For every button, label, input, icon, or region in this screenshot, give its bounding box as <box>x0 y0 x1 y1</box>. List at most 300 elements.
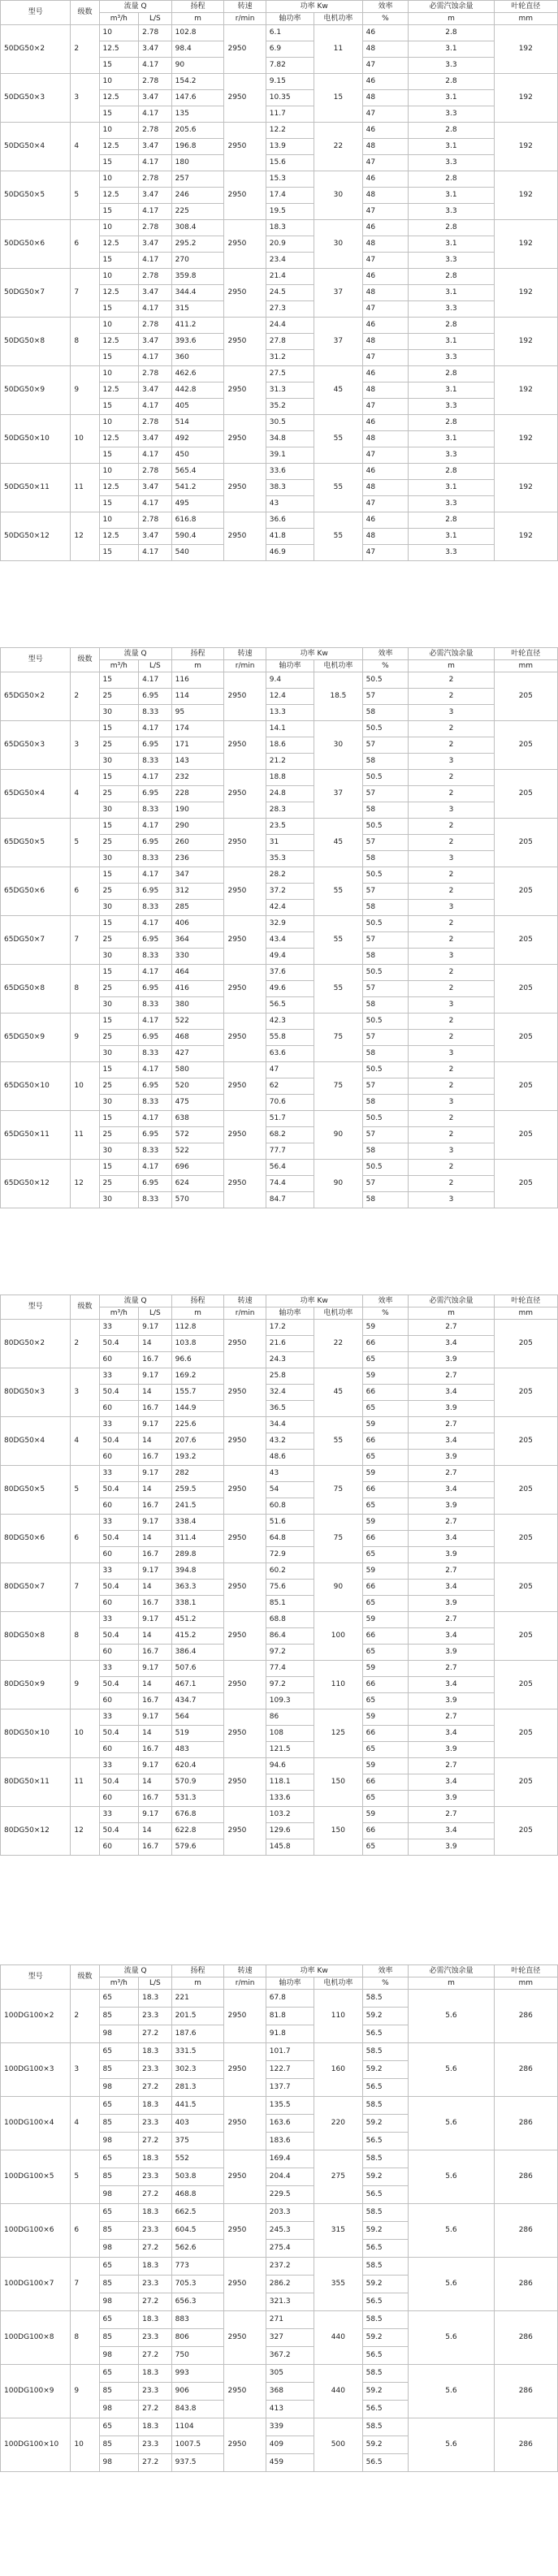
impeller-value: 192 <box>494 171 557 220</box>
npsh-value: 3.9 <box>409 1645 494 1661</box>
speed-value: 2950 <box>224 1990 266 2043</box>
motor-power-value: 90 <box>314 1111 362 1160</box>
model-name: 100DG100×8 <box>1 2311 71 2365</box>
impeller-value: 286 <box>494 1990 557 2043</box>
efficiency-value: 59 <box>362 1466 409 1482</box>
shaft-power-value: 145.8 <box>266 1839 314 1856</box>
shaft-power-value: 133.6 <box>266 1791 314 1807</box>
impeller-value: 286 <box>494 2043 557 2097</box>
flow-ls-value: 4.17 <box>139 253 172 269</box>
eff-unit: % <box>362 1977 409 1990</box>
flow-unit-m3h: m³/h <box>99 1977 139 1990</box>
shaft-power-value: 271 <box>266 2311 314 2329</box>
motor-power-value: 55 <box>314 1417 362 1466</box>
table-row <box>1 1320 558 1336</box>
flow-m3h-value: 60 <box>99 1645 139 1661</box>
head-value: 154.2 <box>171 74 224 90</box>
col-efficiency-header: 效率 <box>362 1295 409 1307</box>
col-impeller-header: 叶轮直径 <box>494 1965 557 1977</box>
col-power-header: 功率 Kw <box>266 1295 362 1307</box>
flow-ls-value: 8.33 <box>139 851 172 867</box>
head-value: 750 <box>171 2347 224 2365</box>
model-name: 100DG100×3 <box>1 2043 71 2097</box>
npsh-value: 3.3 <box>409 58 494 74</box>
flow-m3h-value: 98 <box>99 2401 139 2418</box>
col-head-header: 扬程 <box>171 1965 224 1977</box>
efficiency-value: 58.5 <box>362 2258 409 2276</box>
motor-power-value: 90 <box>314 1563 362 1612</box>
efficiency-value: 46 <box>362 318 409 334</box>
head-value: 360 <box>171 350 224 366</box>
flow-m3h-value: 60 <box>99 1839 139 1856</box>
flow-ls-value: 16.7 <box>139 1498 172 1515</box>
npsh-value: 3.1 <box>409 480 494 496</box>
flow-m3h-value: 15 <box>99 301 139 318</box>
efficiency-value: 46 <box>362 269 409 285</box>
efficiency-value: 65 <box>362 1596 409 1612</box>
flow-ls-value: 8.33 <box>139 705 172 721</box>
speed-unit: r/min <box>224 1977 266 1990</box>
model-name: 50DG50×11 <box>1 464 71 512</box>
npsh-value: 3.9 <box>409 1791 494 1807</box>
shaft-power-value: 39.1 <box>266 447 314 464</box>
efficiency-value: 57 <box>362 1078 409 1095</box>
flow-m3h-value: 33 <box>99 1466 139 1482</box>
table-row <box>1 1758 558 1774</box>
shaft-power-value: 135.5 <box>266 2097 314 2115</box>
efficiency-value: 50.5 <box>362 819 409 835</box>
speed-value: 2950 <box>224 2418 266 2472</box>
shaft-power-header: 轴功率 <box>266 1977 314 1990</box>
motor-power-value: 275 <box>314 2150 362 2204</box>
impeller-value: 192 <box>494 25 557 74</box>
table-row <box>1 1661 558 1677</box>
flow-m3h-value: 15 <box>99 447 139 464</box>
efficiency-value: 65 <box>362 1693 409 1709</box>
flow-m3h-value: 85 <box>99 2115 139 2133</box>
flow-m3h-value: 12.5 <box>99 139 139 155</box>
speed-value: 2950 <box>224 1758 266 1807</box>
head-value: 331.5 <box>171 2043 224 2061</box>
flow-ls-value: 23.3 <box>139 2115 172 2133</box>
pump-table-65dg50 <box>0 647 558 1208</box>
efficiency-value: 58 <box>362 802 409 819</box>
shaft-power-header: 轴功率 <box>266 660 314 672</box>
impeller-value: 286 <box>494 2097 557 2150</box>
efficiency-value: 48 <box>362 431 409 447</box>
flow-ls-value: 27.2 <box>139 2079 172 2097</box>
shaft-power-value: 24.3 <box>266 1352 314 1368</box>
shaft-power-value: 51.6 <box>266 1515 314 1531</box>
flow-m3h-value: 30 <box>99 900 139 916</box>
npsh-value: 3 <box>409 754 494 770</box>
col-impeller-header: 叶轮直径 <box>494 1 557 13</box>
stage-count: 5 <box>71 1466 99 1515</box>
speed-unit: r/min <box>224 660 266 672</box>
head-value: 290 <box>171 819 224 835</box>
npsh-value: 2 <box>409 1160 494 1176</box>
npsh-value: 2 <box>409 932 494 949</box>
flow-ls-value: 23.3 <box>139 2276 172 2293</box>
npsh-value: 5.6 <box>409 2258 494 2311</box>
stage-count: 7 <box>71 269 99 318</box>
npsh-value: 2 <box>409 1062 494 1078</box>
efficiency-value: 47 <box>362 350 409 366</box>
head-value: 207.6 <box>171 1433 224 1450</box>
flow-m3h-value: 10 <box>99 318 139 334</box>
impeller-value: 192 <box>494 512 557 561</box>
shaft-power-value: 28.3 <box>266 802 314 819</box>
head-value: 522 <box>171 1014 224 1030</box>
head-value: 552 <box>171 2150 224 2168</box>
stage-count: 3 <box>71 2043 99 2097</box>
efficiency-value: 48 <box>362 139 409 155</box>
efficiency-value: 57 <box>362 932 409 949</box>
npsh-value: 2 <box>409 672 494 689</box>
flow-ls-value: 14 <box>139 1433 172 1450</box>
shaft-power-value: 21.6 <box>266 1336 314 1352</box>
flow-m3h-value: 60 <box>99 1401 139 1417</box>
flow-ls-value: 8.33 <box>139 949 172 965</box>
shaft-power-value: 60.2 <box>266 1563 314 1580</box>
efficiency-value: 50.5 <box>362 1160 409 1176</box>
flow-ls-value: 2.78 <box>139 220 172 236</box>
speed-value: 2950 <box>224 819 266 867</box>
table-row <box>1 269 558 285</box>
shaft-power-value: 327 <box>266 2329 314 2347</box>
flow-m3h-value: 33 <box>99 1612 139 1628</box>
speed-value: 2950 <box>224 1014 266 1062</box>
npsh-value: 3.1 <box>409 383 494 399</box>
model-name: 65DG50×4 <box>1 770 71 819</box>
flow-m3h-value: 65 <box>99 2043 139 2061</box>
flow-ls-value: 9.17 <box>139 1563 172 1580</box>
flow-ls-value: 14 <box>139 1580 172 1596</box>
motor-power-value: 75 <box>314 1062 362 1111</box>
flow-m3h-value: 85 <box>99 2329 139 2347</box>
flow-ls-value: 6.95 <box>139 1030 172 1046</box>
efficiency-value: 46 <box>362 74 409 90</box>
efficiency-value: 56.5 <box>362 2454 409 2472</box>
col-speed-header: 转速 <box>224 648 266 660</box>
head-value: 464 <box>171 965 224 981</box>
flow-ls-value: 14 <box>139 1531 172 1547</box>
head-value: 883 <box>171 2311 224 2329</box>
shaft-power-value: 33.6 <box>266 464 314 480</box>
head-value: 155.7 <box>171 1385 224 1401</box>
model-name: 50DG50×10 <box>1 415 71 464</box>
head-value: 570.9 <box>171 1774 224 1791</box>
efficiency-value: 58.5 <box>362 2418 409 2436</box>
flow-m3h-value: 60 <box>99 1450 139 1466</box>
shaft-power-value: 24.8 <box>266 786 314 802</box>
efficiency-value: 46 <box>362 415 409 431</box>
stage-count: 8 <box>71 2311 99 2365</box>
shaft-power-value: 36.6 <box>266 512 314 529</box>
flow-m3h-value: 60 <box>99 1596 139 1612</box>
speed-value: 2950 <box>224 220 266 269</box>
flow-ls-value: 2.78 <box>139 171 172 188</box>
efficiency-value: 48 <box>362 334 409 350</box>
efficiency-value: 46 <box>362 464 409 480</box>
col-model-header: 型号 <box>1 648 71 672</box>
model-name: 100DG100×7 <box>1 2258 71 2311</box>
flow-ls-value: 16.7 <box>139 1791 172 1807</box>
npsh-value: 3.9 <box>409 1547 494 1563</box>
shaft-power-value: 229.5 <box>266 2186 314 2204</box>
head-value: 937.5 <box>171 2454 224 2472</box>
head-value: 475 <box>171 1095 224 1111</box>
flow-m3h-value: 33 <box>99 1563 139 1580</box>
flow-m3h-value: 60 <box>99 1547 139 1563</box>
flow-m3h-value: 85 <box>99 2061 139 2079</box>
speed-value: 2950 <box>224 318 266 366</box>
efficiency-value: 48 <box>362 41 409 58</box>
flow-m3h-value: 85 <box>99 2436 139 2454</box>
motor-power-value: 22 <box>314 123 362 171</box>
flow-m3h-value: 30 <box>99 1192 139 1208</box>
model-name: 80DG50×2 <box>1 1320 71 1368</box>
shaft-power-value: 46.9 <box>266 545 314 561</box>
impeller-value: 205 <box>494 1111 557 1160</box>
table-row <box>1 1563 558 1580</box>
flow-m3h-value: 33 <box>99 1320 139 1336</box>
table-row <box>1 916 558 932</box>
head-value: 520 <box>171 1078 224 1095</box>
col-impeller-header: 叶轮直径 <box>494 648 557 660</box>
npsh-value: 3.3 <box>409 399 494 415</box>
flow-ls-value: 6.95 <box>139 689 172 705</box>
npsh-unit: m <box>409 660 494 672</box>
flow-m3h-value: 12.5 <box>99 285 139 301</box>
flow-m3h-value: 33 <box>99 1417 139 1433</box>
col-flow-header: 流量 Q <box>99 648 171 660</box>
impeller-value: 192 <box>494 464 557 512</box>
head-value: 624 <box>171 1176 224 1192</box>
npsh-value: 2.7 <box>409 1320 494 1336</box>
head-value: 638 <box>171 1111 224 1127</box>
efficiency-value: 66 <box>362 1482 409 1498</box>
efficiency-value: 59 <box>362 1563 409 1580</box>
impeller-value: 205 <box>494 1062 557 1111</box>
shaft-power-value: 367.2 <box>266 2347 314 2365</box>
npsh-value: 2.8 <box>409 123 494 139</box>
motor-power-value: 110 <box>314 1661 362 1709</box>
flow-ls-value: 4.17 <box>139 1160 172 1176</box>
head-value: 468.8 <box>171 2186 224 2204</box>
head-value: 522 <box>171 1143 224 1160</box>
efficiency-value: 59 <box>362 1320 409 1336</box>
head-value: 562.6 <box>171 2240 224 2258</box>
npsh-value: 3.9 <box>409 1450 494 1466</box>
flow-ls-value: 9.17 <box>139 1661 172 1677</box>
flow-ls-value: 14 <box>139 1628 172 1645</box>
shaft-power-value: 109.3 <box>266 1693 314 1709</box>
motor-power-value: 15 <box>314 74 362 123</box>
flow-m3h-value: 85 <box>99 2168 139 2186</box>
flow-ls-value: 14 <box>139 1482 172 1498</box>
table-row <box>1 1709 558 1726</box>
model-name: 80DG50×12 <box>1 1807 71 1856</box>
head-value: 705.3 <box>171 2276 224 2293</box>
shaft-power-value: 43 <box>266 1466 314 1482</box>
efficiency-value: 57 <box>362 981 409 997</box>
efficiency-value: 46 <box>362 512 409 529</box>
flow-ls-value: 6.95 <box>139 1176 172 1192</box>
flow-m3h-value: 10 <box>99 220 139 236</box>
shaft-power-value: 60.8 <box>266 1498 314 1515</box>
motor-power-value: 18.5 <box>314 672 362 721</box>
model-name: 100DG100×2 <box>1 1990 71 2043</box>
flow-m3h-value: 60 <box>99 1352 139 1368</box>
efficiency-value: 57 <box>362 1127 409 1143</box>
flow-ls-value: 3.47 <box>139 529 172 545</box>
head-value: 225.6 <box>171 1417 224 1433</box>
efficiency-value: 65 <box>362 1645 409 1661</box>
impeller-value: 205 <box>494 1466 557 1515</box>
shaft-power-value: 94.6 <box>266 1758 314 1774</box>
head-value: 308.4 <box>171 220 224 236</box>
flow-ls-value: 3.47 <box>139 41 172 58</box>
npsh-unit: m <box>409 13 494 25</box>
efficiency-value: 48 <box>362 529 409 545</box>
npsh-value: 3.3 <box>409 253 494 269</box>
efficiency-value: 59.2 <box>362 2061 409 2079</box>
flow-m3h-value: 65 <box>99 2097 139 2115</box>
head-value: 311.4 <box>171 1531 224 1547</box>
flow-ls-value: 16.7 <box>139 1547 172 1563</box>
stage-count: 7 <box>71 1563 99 1612</box>
motor-power-value: 75 <box>314 1515 362 1563</box>
head-value: 102.8 <box>171 25 224 41</box>
npsh-value: 3.1 <box>409 285 494 301</box>
speed-value: 2950 <box>224 464 266 512</box>
flow-m3h-value: 12.5 <box>99 90 139 106</box>
eff-unit: % <box>362 13 409 25</box>
npsh-value: 3.9 <box>409 1742 494 1758</box>
shaft-power-value: 12.4 <box>266 689 314 705</box>
npsh-value: 3 <box>409 900 494 916</box>
npsh-value: 2.7 <box>409 1758 494 1774</box>
speed-value: 2950 <box>224 965 266 1014</box>
shaft-power-value: 203.3 <box>266 2204 314 2222</box>
motor-power-header: 电机功率 <box>314 1977 362 1990</box>
motor-power-value: 150 <box>314 1758 362 1807</box>
impeller-value: 205 <box>494 1417 557 1466</box>
table-row <box>1 318 558 334</box>
flow-ls-value: 23.3 <box>139 2436 172 2454</box>
flow-ls-value: 8.33 <box>139 1046 172 1062</box>
head-value: 241.5 <box>171 1498 224 1515</box>
npsh-value: 3 <box>409 851 494 867</box>
flow-ls-value: 9.17 <box>139 1612 172 1628</box>
head-value: 442.8 <box>171 383 224 399</box>
flow-m3h-value: 30 <box>99 1095 139 1111</box>
efficiency-value: 59.2 <box>362 2115 409 2133</box>
head-value: 519 <box>171 1726 224 1742</box>
col-stages-header: 级数 <box>71 1295 99 1320</box>
flow-ls-value: 27.2 <box>139 2025 172 2043</box>
head-value: 662.5 <box>171 2204 224 2222</box>
flow-ls-value: 6.95 <box>139 932 172 949</box>
shaft-power-value: 25.8 <box>266 1368 314 1385</box>
shaft-power-value: 67.8 <box>266 1990 314 2008</box>
shaft-power-value: 169.4 <box>266 2150 314 2168</box>
flow-unit-m3h: m³/h <box>99 660 139 672</box>
npsh-value: 3.3 <box>409 155 494 171</box>
impeller-value: 205 <box>494 965 557 1014</box>
motor-power-header: 电机功率 <box>314 1307 362 1320</box>
flow-m3h-value: 25 <box>99 981 139 997</box>
shaft-power-value: 11.7 <box>266 106 314 123</box>
shaft-power-value: 7.82 <box>266 58 314 74</box>
flow-ls-value: 18.3 <box>139 2043 172 2061</box>
head-value: 622.8 <box>171 1823 224 1839</box>
impeller-value: 205 <box>494 1368 557 1417</box>
npsh-value: 2.7 <box>409 1709 494 1726</box>
shaft-power-value: 30.5 <box>266 415 314 431</box>
shaft-power-value: 86.4 <box>266 1628 314 1645</box>
impeller-unit: mm <box>494 13 557 25</box>
col-head-header: 扬程 <box>171 648 224 660</box>
impeller-value: 286 <box>494 2204 557 2258</box>
motor-power-value: 11 <box>314 25 362 74</box>
model-name: 65DG50×2 <box>1 672 71 721</box>
model-name: 80DG50×6 <box>1 1515 71 1563</box>
impeller-value: 192 <box>494 74 557 123</box>
shaft-power-value: 77.4 <box>266 1661 314 1677</box>
flow-m3h-value: 15 <box>99 965 139 981</box>
npsh-value: 3.4 <box>409 1774 494 1791</box>
head-value: 451.2 <box>171 1612 224 1628</box>
model-name: 80DG50×9 <box>1 1661 71 1709</box>
stage-count: 12 <box>71 512 99 561</box>
efficiency-value: 50.5 <box>362 1111 409 1127</box>
table-row <box>1 512 558 529</box>
flow-ls-value: 4.17 <box>139 301 172 318</box>
model-name: 80DG50×5 <box>1 1466 71 1515</box>
efficiency-value: 66 <box>362 1823 409 1839</box>
npsh-value: 5.6 <box>409 2043 494 2097</box>
table-row <box>1 1807 558 1823</box>
impeller-value: 205 <box>494 867 557 916</box>
flow-m3h-value: 10 <box>99 25 139 41</box>
head-value: 393.6 <box>171 334 224 350</box>
head-value: 579.6 <box>171 1839 224 1856</box>
model-name: 65DG50×10 <box>1 1062 71 1111</box>
flow-unit-m3h: m³/h <box>99 13 139 25</box>
table-row <box>1 672 558 689</box>
head-value: 246 <box>171 188 224 204</box>
head-value: 467.1 <box>171 1677 224 1693</box>
stage-count: 2 <box>71 25 99 74</box>
model-name: 80DG50×8 <box>1 1612 71 1661</box>
impeller-value: 286 <box>494 2150 557 2204</box>
impeller-value: 192 <box>494 366 557 415</box>
head-value: 495 <box>171 496 224 512</box>
shaft-power-value: 121.5 <box>266 1742 314 1758</box>
model-name: 80DG50×3 <box>1 1368 71 1417</box>
shaft-power-value: 18.6 <box>266 737 314 754</box>
npsh-value: 2 <box>409 819 494 835</box>
flow-m3h-value: 85 <box>99 2276 139 2293</box>
flow-m3h-value: 15 <box>99 916 139 932</box>
speed-value: 2950 <box>224 1417 266 1466</box>
head-value: 507.6 <box>171 1661 224 1677</box>
efficiency-value: 56.5 <box>362 2186 409 2204</box>
shaft-power-value: 27.3 <box>266 301 314 318</box>
impeller-value: 205 <box>494 770 557 819</box>
